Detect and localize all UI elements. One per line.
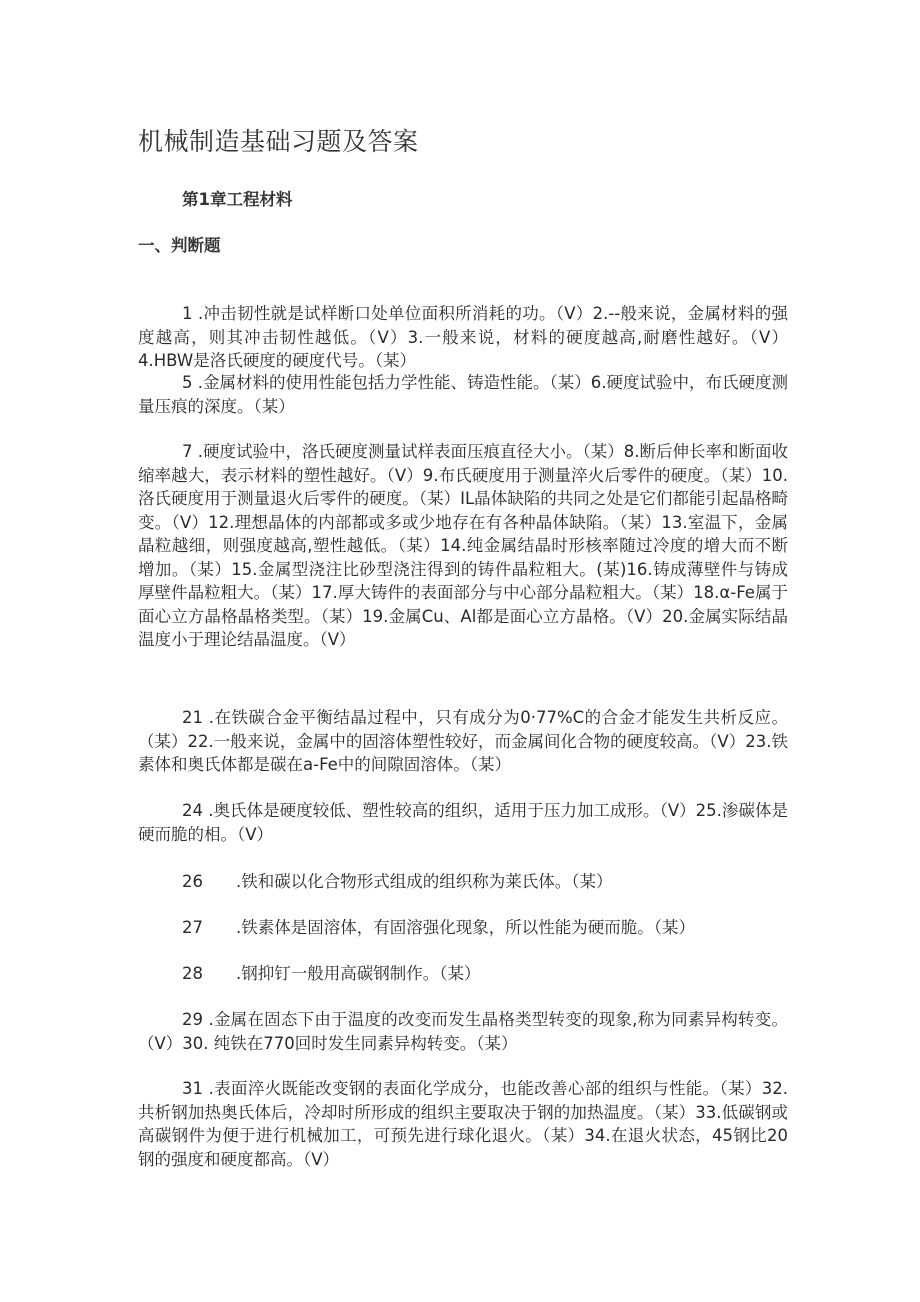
paragraph-q28: 28 .钢抑钉一般用高碳钢制作。（某） bbox=[182, 964, 481, 983]
paragraph-q27: 27 .铁素体是固溶体，有固溶强化现象，所以性能为硬而脆。（某） bbox=[182, 918, 695, 937]
paragraph-q7-20: 7 .硬度试验中，洛氏硬度测量试样表面压痕直径大小。（某）8.断后伸长率和断面收缩率越大，表示材料的塑性越好。（V）9.布氏硬度用于测量淬火后零件的硬度。（某）10.洛氏硬度用于测量退火后零件的硬度。（某）IL晶体缺陷的共同之处是它们都能引起晶格畸变。（V）12.理想晶体的内部都或多或少地存在有各种晶体缺陷。（某）13.室温下，金属晶粒越细，则强度越高,塑性越低。（某）14.纯金属结晶时形核率随过冷度的增大而不断增加。（某）15.金属型浇注比砂型浇注得到的铸件晶粒粗大。(某)16.铸成薄壁件与铸成厚壁件晶粒粗大。（某）17.厚大铸件的表面部分与中心部分晶粒粗大。（某）18.α-Fe属于面心立方晶格晶格类型。（某）19.金属Cu、Al都是面心立方晶格。（V）20.金属实际结晶温度小于理论结晶温度。（V） bbox=[138, 442, 788, 649]
paragraph-q1-4: 1 .冲击韧性就是试样断口处单位面积所消耗的功。（V）2.--般来说，金属材料的强度越高，则其冲击韧性越低。（V）3.一般来说，材料的硬度越高,耐磨性越好。（V）4.HBW是洛氏硬度的硬度代号。（某） bbox=[138, 304, 788, 370]
section-heading: 一、判断题 bbox=[138, 236, 221, 255]
chapter-heading: 第1章工程材料 bbox=[182, 190, 293, 209]
paragraph-q29-30: 29 .金属在固态下由于温度的改变而发生晶格类型转变的现象,称为同素异构转变。（V）30. 纯铁在770回时发生同素异构转变。（某） bbox=[138, 1010, 788, 1053]
paragraph-q31-34: 31 .表面淬火既能改变钢的表面化学成分，也能改善心部的组织与性能。（某）32.共析钢加热奥氏体后，冷却时所形成的组织主要取决于钢的加热温度。（某）33.低碳钢或高碳钢件为便于进行机械加工，可预先进行球化退火。（某）34.在退火状态，45钢比20钢的强度和硬度都高。（V） bbox=[138, 1079, 788, 1169]
paragraph-q24-25: 24 .奥氏体是硬度较低、塑性较高的组织，适用于压力加工成形。（V）25.渗碳体是硬而脆的相。（V） bbox=[138, 801, 788, 844]
document-title: 机械制造基础习题及答案 bbox=[138, 127, 419, 156]
paragraph-q26: 26 .铁和碳以化合物形式组成的组织称为莱氏体。（某） bbox=[182, 872, 613, 891]
paragraph-q21-23: 21 .在铁碳合金平衡结晶过程中，只有成分为0·77%C的合金才能发生共析反应。（某）22.一般来说，金属中的固溶体塑性较好，而金属间化合物的硬度较高。（V）23.铁素体和奥氏体都是碳在a-Fe中的间隙固溶体。（某） bbox=[138, 708, 788, 774]
paragraph-q5-6: 5 .金属材料的使用性能包括力学性能、铸造性能。（某）6.硬度试验中，布氏硬度测量压痕的深度。（某） bbox=[138, 373, 788, 416]
